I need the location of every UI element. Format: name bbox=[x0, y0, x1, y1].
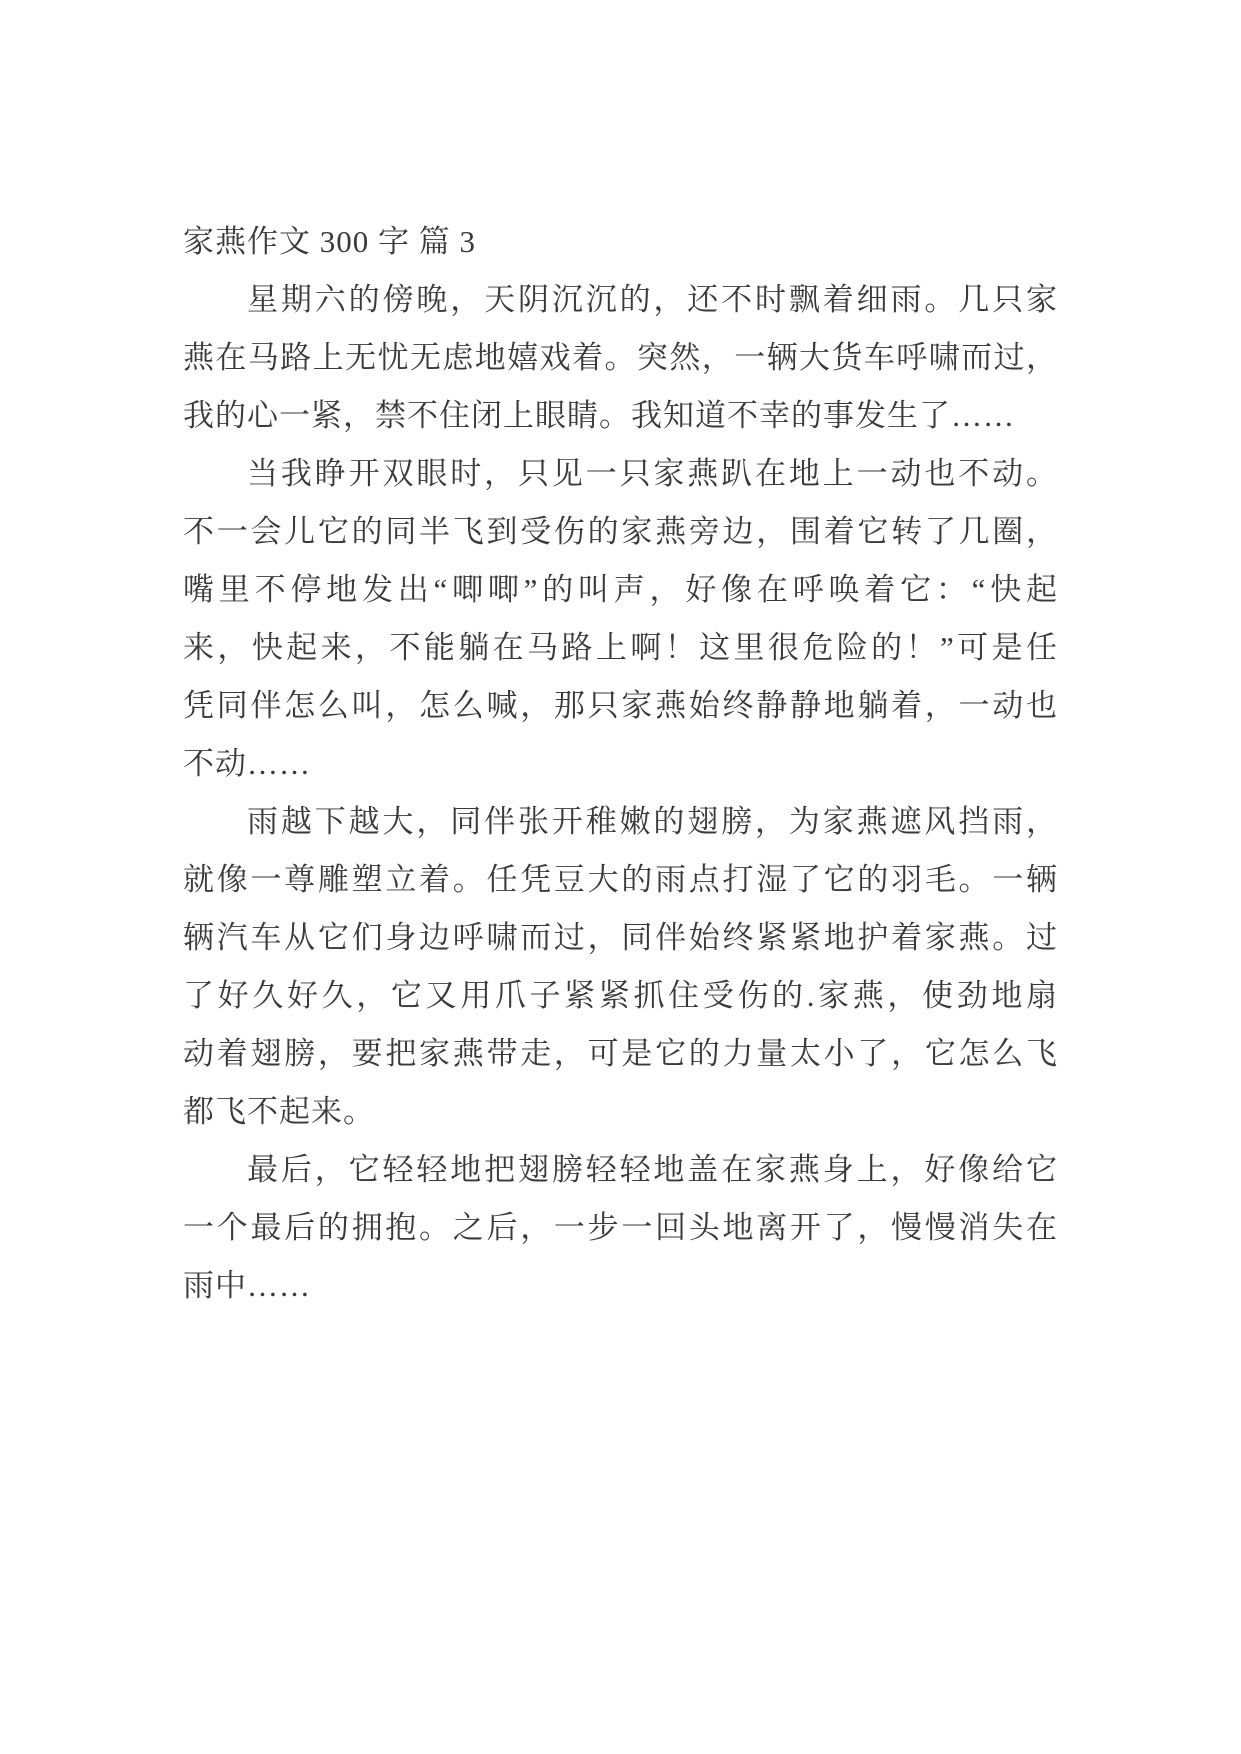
text-line: 嘴里不停地发出“唧唧”的叫声，好像在呼唤着它：“快起 bbox=[183, 572, 1058, 607]
text-line: 星期六的傍晚，天阴沉沉的，还不时飘着细雨。几只家 bbox=[247, 282, 1058, 317]
essay-body bbox=[183, 213, 1058, 1315]
paragraph-2 bbox=[183, 445, 1058, 793]
text-line: 动着翅膀，要把家燕带走，可是它的力量太小了，它怎么飞 bbox=[183, 1036, 1058, 1071]
text-line: 雨越下越大，同伴张开稚嫩的翅膀，为家燕遮风挡雨， bbox=[247, 804, 1058, 839]
text-line: 都飞不起来。 bbox=[183, 1094, 375, 1129]
text-line: 了好久好久，它又用爪子紧紧抓住受伤的.家燕，使劲地扇 bbox=[183, 978, 1058, 1013]
text-line: 最后，它轻轻地把翅膀轻轻地盖在家燕身上，好像给它 bbox=[247, 1152, 1058, 1187]
paragraph-1 bbox=[183, 271, 1058, 445]
text-line: 不动…… bbox=[183, 746, 311, 781]
text-line: 一个最后的拥抱。之后，一步一回头地离开了，慢慢消失在 bbox=[183, 1210, 1058, 1245]
text-line: 燕在马路上无忧无虑地嬉戏着。突然，一辆大货车呼啸而过， bbox=[183, 340, 1058, 375]
essay-title: 家燕作文 300 字 篇 3 bbox=[183, 224, 476, 259]
text-line: 不一会儿它的同半飞到受伤的家燕旁边，围着它转了几圈， bbox=[183, 514, 1058, 549]
text-line: 就像一尊雕塑立着。任凭豆大的雨点打湿了它的羽毛。一辆 bbox=[183, 862, 1058, 897]
text-line: 辆汽车从它们身边呼啸而过，同伴始终紧紧地护着家燕。过 bbox=[183, 920, 1058, 955]
text-line: 雨中…… bbox=[183, 1268, 311, 1303]
text-line: 我的心一紧，禁不住闭上眼睛。我知道不幸的事发生了…… bbox=[183, 398, 1015, 433]
paragraph-3 bbox=[183, 793, 1058, 1141]
text-line: 当我睁开双眼时，只见一只家燕趴在地上一动也不动。 bbox=[247, 456, 1058, 491]
text-line: 凭同伴怎么叫，怎么喊，那只家燕始终静静地躺着，一动也 bbox=[183, 688, 1058, 723]
text-line: 来，快起来，不能躺在马路上啊！这里很危险的！”可是任 bbox=[183, 630, 1058, 665]
paragraph-4 bbox=[183, 1141, 1058, 1315]
